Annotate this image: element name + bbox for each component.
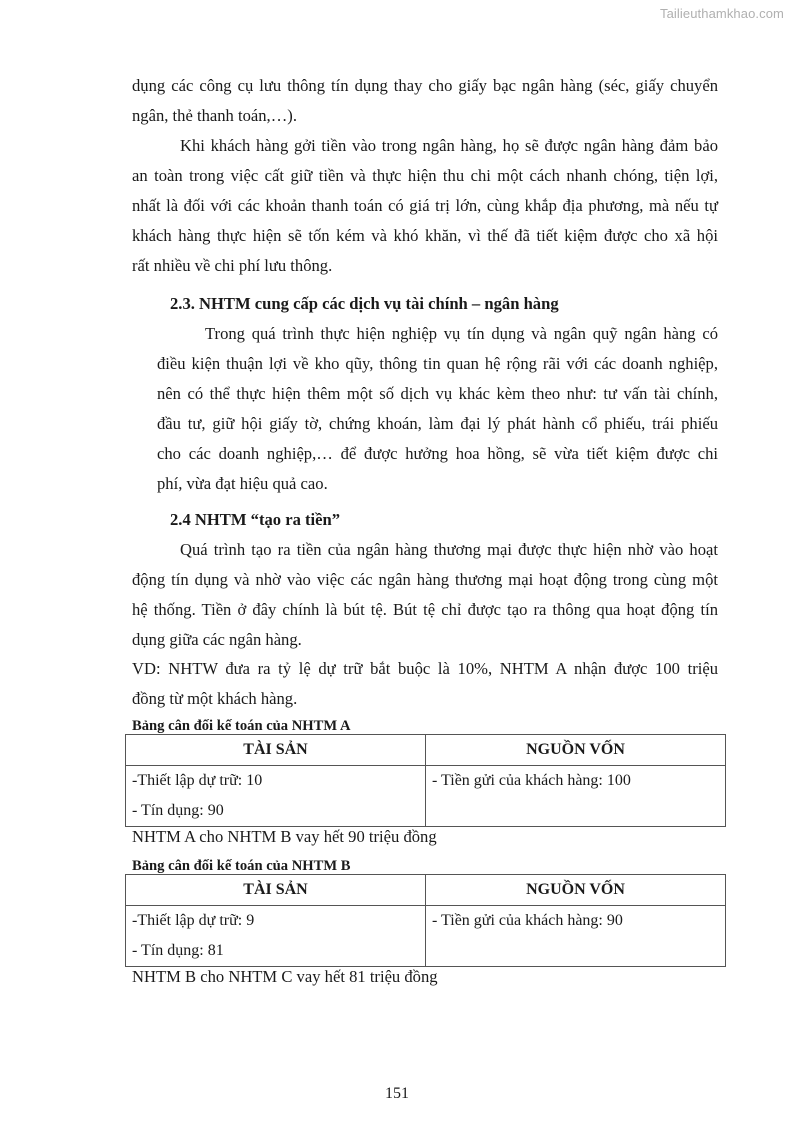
paragraph-line: Khi khách hàng gởi tiền vào trong ngân hàng, họ sẽ được ngân hàng đảm bảo — [180, 136, 718, 155]
paragraph-line: cho các doanh nghiệp,… để được hưởng hoa hồng, sẽ vừa tiết kiệm được chi — [157, 444, 718, 463]
balance-sheet-table-b — [125, 874, 726, 967]
asset-credit: - Tín dụng: 81 — [132, 942, 224, 959]
asset-reserve: -Thiết lập dự trữ: 9 — [132, 912, 255, 929]
liabilities-cell — [426, 906, 726, 967]
header-liabilities: NGUỒN VỐN — [426, 735, 726, 766]
paragraph-line: đầu tư, giữ hội giấy tờ, chứng khoán, làm đại lý phát hành cổ phiếu, trái phiếu — [157, 414, 718, 433]
liability-deposits: - Tiền gửi của khách hàng: 90 — [432, 912, 623, 929]
header-liabilities: NGUỒN VỐN — [426, 875, 726, 906]
paragraph-line: rất nhiều về chi phí lưu thông. — [132, 256, 333, 275]
paragraph-line: nhất là đối với các khoản thanh toán có giá trị lớn, cùng khắp địa phương, mà nếu tự — [132, 196, 718, 215]
header-assets: TÀI SẢN — [126, 735, 426, 766]
section-heading-2-4: 2.4 NHTM “tạo ra tiền” — [170, 510, 341, 529]
paragraph-line: động tín dụng và nhờ vào việc các ngân hàng thương mại hoạt động trong cùng một — [132, 570, 718, 589]
example-line: đồng từ một khách hàng. — [132, 689, 298, 708]
assets-cell — [126, 766, 426, 827]
section-heading-2-3: 2.3. NHTM cung cấp các dịch vụ tài chính – ngân hàng — [170, 294, 559, 313]
assets-cell — [126, 906, 426, 967]
paragraph-line: Trong quá trình thực hiện nghiệp vụ tín dụng và ngân quỹ ngân hàng có — [205, 324, 718, 343]
header-assets: TÀI SẢN — [126, 875, 426, 906]
table-b-note: NHTM B cho NHTM C vay hết 81 triệu đồng — [132, 967, 438, 986]
table-a-caption: Bảng cân đối kế toán của NHTM A — [132, 718, 351, 734]
table-b-caption: Bảng cân đối kế toán của NHTM B — [132, 858, 351, 874]
page-number: 151 — [385, 1085, 409, 1102]
paragraph-line: dụng các công cụ lưu thông tín dụng thay cho giấy bạc ngân hàng (séc, giấy chuyển — [132, 76, 718, 95]
balance-sheet-table-a — [125, 734, 726, 827]
paragraph-line: dụng giữa các ngân hàng. — [132, 630, 302, 649]
liability-deposits: - Tiền gửi của khách hàng: 100 — [432, 772, 631, 789]
liabilities-cell — [426, 766, 726, 827]
paragraph-line: phí, vừa đạt hiệu quả cao. — [157, 474, 328, 493]
example-line: VD: NHTW đưa ra tỷ lệ dự trữ bắt buộc là 10%, NHTM A nhận được 100 triệu — [132, 659, 718, 678]
paragraph-line: khách hàng thực hiện sẽ tốn kém và khó khăn, vì thế đã tiết kiệm được cho xã hội — [132, 226, 718, 245]
paragraph-line: hệ thống. Tiền ở đây chính là bút tệ. Bút tệ chỉ được tạo ra thông qua hoạt động tín — [132, 600, 718, 619]
paragraph-line: nên có thể thực hiện thêm một số dịch vụ khác kèm theo như: tư vấn tài chính, — [157, 384, 718, 403]
asset-reserve: -Thiết lập dự trữ: 10 — [132, 772, 263, 789]
watermark: Tailieuthamkhao.com — [659, 6, 784, 21]
paragraph-line: Quá trình tạo ra tiền của ngân hàng thương mại được thực hiện nhờ vào hoạt — [180, 540, 718, 559]
paragraph-line: an toàn trong việc cất giữ tiền và thực hiện thu chi một cách nhanh chóng, tiện lợi, — [132, 166, 718, 185]
paragraph-line: ngân, thẻ thanh toán,…). — [132, 106, 297, 125]
asset-credit: - Tín dụng: 90 — [132, 802, 224, 819]
paragraph-line: điều kiện thuận lợi về kho qũy, thông tin quan hệ rộng rãi với các doanh nghiệp, — [157, 354, 718, 373]
table-a-note: NHTM A cho NHTM B vay hết 90 triệu đồng — [132, 827, 437, 846]
